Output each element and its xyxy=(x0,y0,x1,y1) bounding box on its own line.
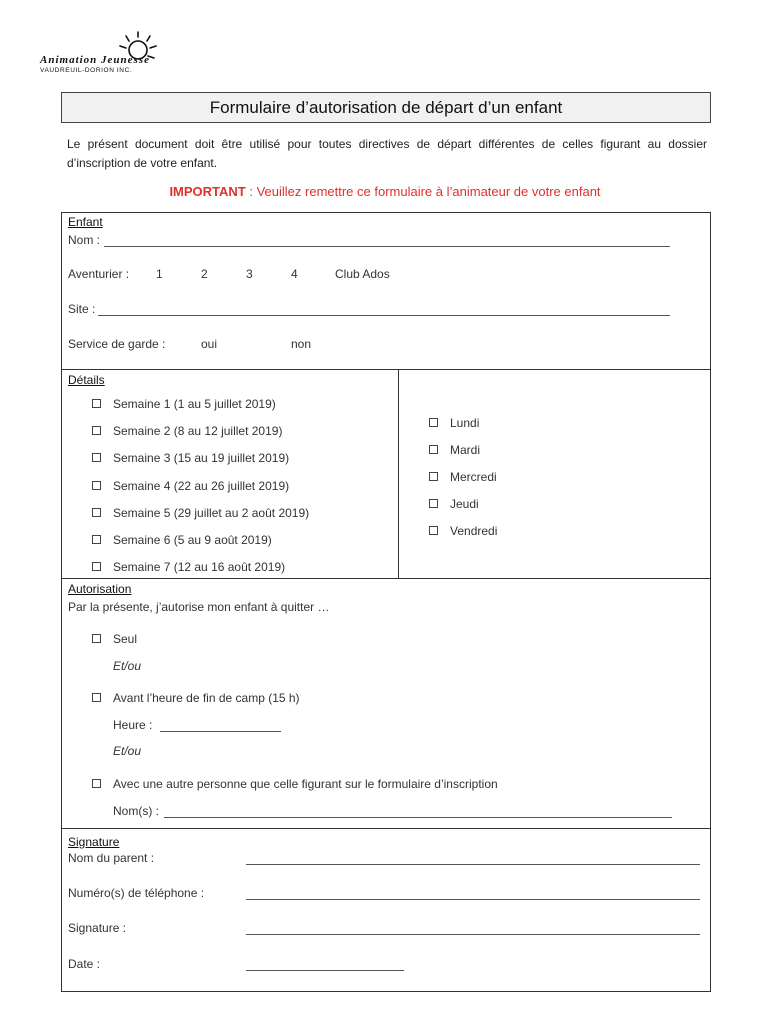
page-title: Formulaire d’autorisation de départ d’un enfant xyxy=(61,92,711,123)
autorisation-heading: Autorisation xyxy=(68,582,132,596)
intro-text: Le présent document doit être utilisé pour toutes directives de départ différentes de celles figurant au dossier d’inscription de votre enfant. xyxy=(67,137,707,170)
day-mercredi-checkbox[interactable] xyxy=(429,472,438,481)
week-2-checkbox[interactable] xyxy=(92,426,101,435)
avant-label: Avant l’heure de fin de camp (15 h) xyxy=(113,691,300,705)
service-option-non[interactable]: non xyxy=(291,337,312,351)
day-lundi-label: Lundi xyxy=(450,416,480,430)
date-field[interactable] xyxy=(246,970,404,971)
important-notice xyxy=(61,184,709,199)
seul-label: Seul xyxy=(113,632,138,646)
nom-label: Nom : xyxy=(68,233,101,247)
day-mardi-checkbox[interactable] xyxy=(429,445,438,454)
details-heading: Détails xyxy=(68,373,105,387)
week-7-label: Semaine 7 (12 au 16 août 2019) xyxy=(113,560,286,574)
aventurier-label: Aventurier : xyxy=(68,267,130,281)
important-label: IMPORTANT xyxy=(169,184,246,199)
section-signature xyxy=(61,828,711,992)
service-option-oui[interactable]: oui xyxy=(201,337,218,351)
week-4-checkbox[interactable] xyxy=(92,481,101,490)
week-7-checkbox[interactable] xyxy=(92,562,101,571)
day-mardi-label: Mardi xyxy=(450,443,481,457)
signature-field[interactable] xyxy=(246,934,700,935)
day-lundi-checkbox[interactable] xyxy=(429,418,438,427)
week-5-checkbox[interactable] xyxy=(92,508,101,517)
noms-label: Nom(s) : xyxy=(113,804,159,818)
noms-field[interactable] xyxy=(164,817,672,818)
autre-checkbox[interactable] xyxy=(92,779,101,788)
day-mercredi-label: Mercredi xyxy=(450,470,497,484)
week-5-label: Semaine 5 (29 juillet au 2 août 2019) xyxy=(113,506,310,520)
aventurier-option-2[interactable]: 2 xyxy=(201,267,208,281)
day-jeudi-label: Jeudi xyxy=(450,497,479,511)
autre-label: Avec une autre personne que celle figurant sur le formulaire d’inscription xyxy=(113,777,498,791)
etou-1: Et/ou xyxy=(113,659,142,673)
parent-field[interactable] xyxy=(246,864,700,865)
week-6-label: Semaine 6 (5 au 9 août 2019) xyxy=(113,533,272,547)
day-jeudi-checkbox[interactable] xyxy=(429,499,438,508)
week-3-label: Semaine 3 (15 au 19 juillet 2019) xyxy=(113,451,290,465)
phone-label: Numéro(s) de téléphone : xyxy=(68,886,205,900)
day-vendredi-label: Vendredi xyxy=(450,524,498,538)
signature-heading: Signature xyxy=(68,835,120,849)
aventurier-option-1[interactable]: 1 xyxy=(156,267,163,281)
site-label: Site : xyxy=(68,302,96,316)
enfant-heading: Enfant xyxy=(68,215,103,229)
phone-field[interactable] xyxy=(246,899,700,900)
aventurier-option-3[interactable]: 3 xyxy=(246,267,253,281)
week-1-label: Semaine 1 (1 au 5 juillet 2019) xyxy=(113,397,276,411)
seul-checkbox[interactable] xyxy=(92,634,101,643)
section-details-days xyxy=(398,369,711,579)
date-label: Date : xyxy=(68,957,101,971)
logo-subtitle: VAUDREUIL-DORION INC. xyxy=(40,67,133,74)
week-2-label: Semaine 2 (8 au 12 juillet 2019) xyxy=(113,424,283,438)
service-label: Service de garde : xyxy=(68,337,166,351)
week-3-checkbox[interactable] xyxy=(92,453,101,462)
week-1-checkbox[interactable] xyxy=(92,399,101,408)
week-6-checkbox[interactable] xyxy=(92,535,101,544)
avant-checkbox[interactable] xyxy=(92,693,101,702)
aventurier-option-club-ados[interactable]: Club Ados xyxy=(335,267,390,281)
signature-label: Signature : xyxy=(68,921,127,935)
parent-label: Nom du parent : xyxy=(68,851,155,865)
heure-label: Heure : xyxy=(113,718,153,732)
week-4-label: Semaine 4 (22 au 26 juillet 2019) xyxy=(113,479,290,493)
aventurier-option-4[interactable]: 4 xyxy=(291,267,298,281)
heure-field[interactable] xyxy=(160,731,281,732)
logo-name: Animation Jeunesse xyxy=(40,54,150,66)
day-vendredi-checkbox[interactable] xyxy=(429,526,438,535)
nom-field[interactable] xyxy=(104,246,670,247)
site-field[interactable] xyxy=(98,315,670,316)
autorisation-intro: Par la présente, j’autorise mon enfant à quitter … xyxy=(68,600,330,614)
etou-2: Et/ou xyxy=(113,744,142,758)
important-text: : Veuillez remettre ce formulaire à l’animateur de votre enfant xyxy=(245,184,601,199)
